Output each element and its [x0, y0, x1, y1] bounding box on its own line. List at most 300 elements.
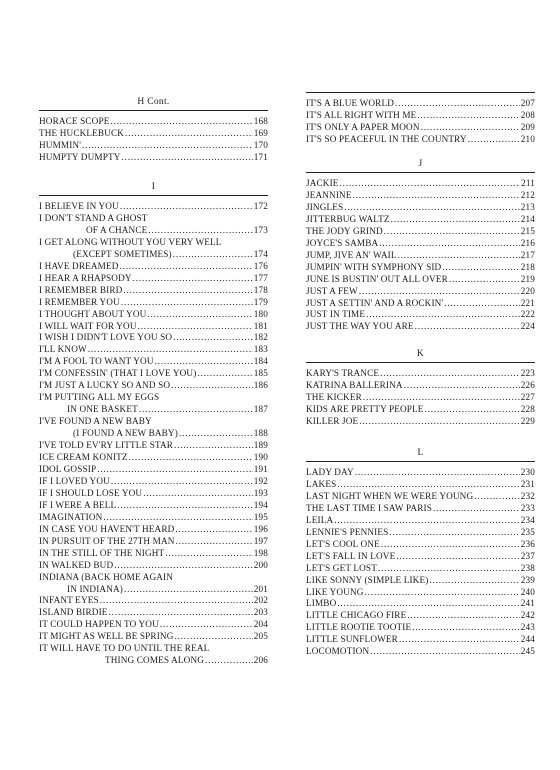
entry-title: I WILL WAIT FOR YOU — [39, 320, 137, 331]
entry-title: I GET ALONG WITHOUT YOU VERY WELL — [39, 236, 222, 247]
entry-title: JEANNINE — [306, 189, 352, 200]
dot-leader — [133, 273, 253, 285]
dot-leader — [147, 309, 252, 321]
entry-title: KARY'S TRANCE — [306, 368, 380, 378]
toc-entry — [39, 152, 268, 164]
entry-title: IT MIGHT AS WELL BE SPRING — [39, 631, 174, 642]
entry-title: JUST IN TIME — [306, 309, 366, 320]
toc-entry — [39, 213, 268, 225]
entry-title: I REMEMBER BIRD — [39, 284, 123, 295]
toc-entry — [306, 286, 535, 298]
page-number: 222 — [520, 309, 535, 320]
section-rule — [39, 110, 268, 111]
section-j — [306, 156, 535, 333]
toc-entry — [306, 214, 535, 226]
entry-title: ICE CREAM KONITZ — [39, 452, 128, 463]
toc-entry — [39, 643, 268, 655]
page-number: 218 — [520, 261, 535, 272]
dot-leader — [404, 380, 520, 392]
entry-title: HUMMIN' — [39, 139, 82, 150]
dot-leader — [421, 122, 520, 134]
page-number: 190 — [253, 452, 268, 463]
page-number: 202 — [253, 595, 268, 606]
toc-entry — [39, 536, 268, 548]
entry-title: JUNE IS BUSTIN' OUT ALL OVER — [306, 273, 448, 284]
dot-leader — [155, 356, 253, 368]
entry-title: IMAGINATION — [39, 511, 103, 522]
page-number: 179 — [253, 296, 268, 307]
entry-title: LAKES — [306, 478, 337, 489]
page-number: 236 — [520, 538, 535, 549]
toc-entry — [306, 380, 535, 392]
toc-entry — [306, 598, 535, 610]
page-number: 171 — [253, 151, 268, 162]
dot-leader — [381, 539, 520, 551]
entry-title: KILLER JOE — [306, 415, 359, 426]
entry-title: I'M CONFESSIN' (THAT I LOVE YOU) — [39, 368, 197, 379]
dot-leader — [173, 332, 253, 344]
entry-title: IT'S SO PEACEFUL IN THE COUNTRY — [306, 133, 467, 144]
entry-title: LET'S COOL ONE — [306, 538, 380, 549]
entry-title: IN THE STILL OF THE NIGHT — [39, 547, 165, 558]
toc-entry — [306, 404, 535, 416]
toc-entry — [39, 249, 268, 261]
page-number: 229 — [520, 415, 535, 426]
toc-entry — [306, 178, 535, 190]
toc-entry — [306, 298, 535, 310]
entry-title: LENNIE'S PENNIES — [306, 526, 389, 537]
entry-title: IT'S ONLY A PAPER MOON — [306, 121, 420, 132]
dot-leader — [114, 560, 253, 572]
page-number: 237 — [520, 550, 535, 561]
dot-leader — [378, 563, 520, 575]
entry-title: IDOL GOSSIP — [39, 463, 97, 474]
section-l — [306, 445, 535, 658]
toc-entry — [306, 503, 535, 515]
toc-entry — [39, 524, 268, 536]
entry-title: LITTLE SUNFLOWER — [306, 634, 398, 645]
toc-entry — [39, 368, 268, 380]
page-number: 180 — [253, 308, 268, 319]
dot-leader — [174, 440, 253, 452]
page-number: 206 — [253, 655, 268, 666]
entry-title: IF I LOVED YOU — [39, 475, 110, 486]
toc-entry — [306, 226, 535, 238]
toc-entry — [39, 595, 268, 607]
dot-leader — [395, 98, 520, 110]
entry-title: IT COULD HAPPEN TO YOU — [39, 619, 159, 630]
toc-entry — [39, 607, 268, 619]
toc-entry — [306, 551, 535, 563]
dot-leader — [417, 110, 519, 122]
page-number: 208 — [520, 109, 535, 120]
dot-leader — [139, 404, 253, 416]
toc-entry — [39, 237, 268, 249]
dot-leader — [407, 610, 519, 622]
entry-title: IT'S ALL RIGHT WITH ME — [306, 109, 417, 120]
page-number: 200 — [253, 559, 268, 570]
dot-leader — [97, 464, 253, 476]
section-heading: L — [417, 448, 424, 458]
toc-entry — [306, 238, 535, 250]
toc-entry — [306, 587, 535, 599]
page-number: 217 — [520, 249, 535, 260]
page-number: 184 — [253, 356, 268, 367]
entry-list — [39, 201, 268, 667]
entry-title: I REMEMBER YOU — [39, 296, 120, 307]
dot-leader — [363, 392, 520, 404]
entry-title: I'VE FOUND A NEW BABY — [39, 416, 152, 427]
entry-title: LET'S GET LOST — [306, 562, 377, 573]
dot-leader — [396, 551, 519, 563]
page-number: 191 — [253, 463, 268, 474]
toc-entry — [306, 250, 535, 262]
toc-entry — [306, 479, 535, 491]
entry-list — [39, 116, 268, 164]
page-number: 234 — [520, 514, 535, 525]
page-number: 189 — [253, 440, 268, 451]
entry-title: IN ONE BASKET — [67, 404, 138, 415]
dot-leader — [175, 524, 252, 536]
dot-leader — [355, 467, 520, 479]
page-number: 219 — [520, 273, 535, 284]
toc-entry — [306, 515, 535, 527]
toc-entry — [39, 548, 268, 560]
dot-leader — [117, 500, 253, 512]
dot-leader — [412, 622, 520, 634]
toc-entry — [306, 274, 535, 286]
section-heading: J — [418, 159, 423, 169]
dot-leader — [110, 116, 252, 128]
section-rule — [39, 195, 268, 196]
dot-leader — [337, 598, 519, 610]
dot-leader — [121, 297, 253, 309]
entry-title: I HAVE DREAMED — [39, 260, 119, 271]
toc-entry — [39, 344, 268, 356]
entry-title: LIKE YOUNG — [306, 586, 364, 597]
page-number: 181 — [253, 320, 268, 331]
entry-title: THE JODY GRIND — [306, 225, 383, 236]
dot-leader — [391, 214, 520, 226]
entry-title: THE HUCKLEBUCK — [39, 127, 125, 138]
dot-leader — [433, 503, 520, 515]
page-number: 177 — [253, 272, 268, 283]
entry-list — [306, 467, 535, 658]
dot-leader — [344, 202, 519, 214]
dot-leader — [197, 368, 252, 380]
dot-leader — [359, 286, 520, 298]
page-number: 224 — [520, 321, 535, 332]
dot-leader — [100, 595, 253, 607]
toc-entry — [306, 392, 535, 404]
page-number: 168 — [253, 116, 268, 126]
page-number: 245 — [520, 646, 535, 657]
dot-leader — [353, 190, 520, 202]
page-number: 241 — [520, 598, 535, 609]
entry-title: I BELIEVE IN YOU — [39, 201, 119, 211]
entry-title: I HEAR A RHAPSODY — [39, 272, 132, 283]
dot-leader — [425, 404, 520, 416]
entry-title: I'VE TOLD EV'RY LITTLE STAR — [39, 440, 174, 451]
entry-title: JOYCE'S SAMBA — [306, 237, 379, 248]
entry-title: I'M PUTTING ALL MY EGGS — [39, 392, 160, 403]
section-rule — [306, 172, 535, 173]
page-number: 212 — [520, 189, 535, 200]
entry-title: (EXCEPT SOMETIMES) — [73, 248, 172, 259]
entry-title: KIDS ARE PRETTY PEOPLE — [306, 403, 424, 414]
entry-title: I'M JUST A LUCKY SO AND SO — [39, 380, 171, 391]
dot-leader — [160, 619, 253, 631]
page-number: 205 — [253, 631, 268, 642]
page-number: 211 — [521, 178, 535, 188]
entry-title: JUST A SETTIN' AND A ROCKIN' — [306, 297, 444, 308]
page-number: 185 — [253, 368, 268, 379]
page-number: 178 — [253, 284, 268, 295]
entry-title: I'M A FOOL TO WANT YOU — [39, 356, 154, 367]
page-number: 193 — [253, 487, 268, 498]
page-number: 238 — [520, 562, 535, 573]
dot-leader — [143, 488, 253, 500]
toc-entry — [39, 380, 268, 392]
toc-entry — [306, 539, 535, 551]
dot-leader — [380, 368, 520, 380]
entry-title: LITTLE ROOTIE TOOTIE — [306, 622, 412, 633]
page-number: 233 — [520, 502, 535, 513]
page-number: 196 — [253, 523, 268, 534]
toc-entry — [39, 631, 268, 643]
entry-title: INDIANA (BACK HOME AGAIN — [39, 571, 174, 582]
toc-entry — [39, 476, 268, 488]
toc-entry — [306, 134, 535, 146]
page-number: 209 — [520, 121, 535, 132]
toc-entry — [306, 98, 535, 110]
dot-leader — [359, 416, 519, 428]
toc-entry — [306, 622, 535, 634]
toc-entry — [39, 309, 268, 321]
toc-entry — [39, 356, 268, 368]
toc-entry — [39, 140, 268, 152]
entry-title: KATRINA BALLERINA — [306, 379, 403, 390]
entry-title: IN WALKED BUD — [39, 559, 114, 570]
toc-entry — [39, 512, 268, 524]
toc-entry — [39, 201, 268, 213]
entry-title: LEILA — [306, 514, 334, 525]
toc-entry — [306, 527, 535, 539]
dot-leader — [449, 274, 520, 286]
toc-entry — [39, 619, 268, 631]
toc-entry — [306, 491, 535, 503]
page-number: 169 — [253, 127, 268, 138]
section-i — [39, 179, 268, 667]
toc-entry — [306, 416, 535, 428]
dot-leader — [120, 201, 253, 213]
entry-title: JACKIE — [306, 178, 339, 188]
page-number: 201 — [253, 583, 268, 594]
toc-entry — [39, 392, 268, 404]
dot-leader — [429, 575, 519, 587]
toc-entry — [39, 416, 268, 428]
entry-list — [306, 98, 535, 146]
entry-title: JITTERBUG WALTZ — [306, 213, 390, 224]
page-number: 172 — [253, 201, 268, 211]
dot-leader — [148, 225, 252, 237]
dot-leader — [123, 285, 252, 297]
page-number: 210 — [520, 133, 535, 144]
entry-title: IT'S A BLUE WORLD — [306, 98, 394, 108]
toc-entry — [306, 321, 535, 333]
entry-title: IT WILL HAVE TO DO UNTIL THE REAL — [39, 643, 210, 654]
dot-leader — [340, 178, 521, 190]
toc-entry — [39, 332, 268, 344]
dot-leader — [379, 238, 519, 250]
dot-leader — [165, 548, 252, 560]
page-number: 188 — [253, 428, 268, 439]
page-number: 228 — [520, 403, 535, 414]
page-number: 198 — [253, 547, 268, 558]
page-number: 230 — [520, 467, 535, 477]
page-number: 244 — [520, 634, 535, 645]
page-number: 174 — [253, 248, 268, 259]
toc-entry — [39, 655, 268, 667]
toc-entry — [39, 560, 268, 572]
dot-leader — [109, 607, 253, 619]
section-rule — [306, 461, 535, 462]
toc-entry — [39, 452, 268, 464]
toc-entry — [39, 261, 268, 273]
dot-leader — [384, 226, 520, 238]
toc-entry — [39, 428, 268, 440]
page-number: 239 — [520, 574, 535, 585]
entry-list — [306, 368, 535, 428]
entry-title: JUST A FEW — [306, 285, 358, 296]
entry-title: JUMP, JIVE AN' WAIL — [306, 249, 397, 260]
page-number: 226 — [520, 379, 535, 390]
dot-leader — [366, 309, 520, 321]
page-number: 232 — [520, 490, 535, 501]
dot-leader — [179, 428, 253, 440]
toc-entry — [306, 202, 535, 214]
toc-entry — [306, 646, 535, 658]
dot-leader — [125, 128, 253, 140]
entry-title: LADY DAY — [306, 467, 354, 477]
entry-title: I THOUGHT ABOUT YOU — [39, 308, 147, 319]
dot-leader — [337, 479, 519, 491]
entry-title: LIKE SONNY (SIMPLE LIKE) — [306, 574, 429, 585]
page-number: 243 — [520, 622, 535, 633]
dot-leader — [176, 536, 253, 548]
entry-title: IN INDIANA) — [67, 583, 123, 594]
entry-title: IN PURSUIT OF THE 27TH MAN — [39, 535, 175, 546]
page-number: 240 — [520, 586, 535, 597]
page-number: 215 — [520, 225, 535, 236]
section-rule — [306, 92, 535, 93]
toc-entry — [306, 309, 535, 321]
dot-leader — [468, 134, 520, 146]
entry-title: LOCOMOTION — [306, 646, 370, 657]
page-number: 183 — [253, 344, 268, 355]
dot-leader — [334, 515, 519, 527]
page-number: 220 — [520, 285, 535, 296]
page-number: 170 — [253, 139, 268, 150]
entry-title: ISLAND BIRDIE — [39, 607, 108, 618]
dot-leader — [88, 344, 253, 356]
toc-entry — [306, 368, 535, 380]
dot-leader — [415, 321, 520, 333]
page-number: 182 — [253, 332, 268, 343]
toc-entry — [39, 584, 268, 596]
toc-entry — [39, 572, 268, 584]
page-number: 223 — [520, 368, 535, 378]
toc-entry — [39, 488, 268, 500]
toc-entry — [39, 225, 268, 237]
toc-entry — [39, 464, 268, 476]
toc-entry — [39, 500, 268, 512]
section-h-cont — [39, 94, 268, 164]
section-heading: H Cont. — [137, 97, 170, 107]
dot-leader — [442, 262, 519, 274]
entry-title: OF A CHANCE — [86, 224, 148, 235]
page-number: 197 — [253, 535, 268, 546]
toc-entry — [39, 404, 268, 416]
page-number: 227 — [520, 391, 535, 402]
dot-leader — [103, 512, 252, 524]
toc-entry — [39, 116, 268, 128]
page-number: 186 — [253, 380, 268, 391]
entry-title: INFANT EYES — [39, 595, 99, 606]
page-number: 207 — [520, 98, 535, 108]
section-rule — [306, 362, 535, 363]
dot-leader — [120, 261, 253, 273]
page-number: 195 — [253, 511, 268, 522]
entry-title: LET'S FALL IN LOVE — [306, 550, 396, 561]
page-number: 242 — [520, 610, 535, 621]
toc-entry — [306, 610, 535, 622]
dot-leader — [205, 655, 253, 667]
entry-title: I WISH I DIDN'T LOVE YOU SO — [39, 332, 173, 343]
toc-entry — [39, 273, 268, 285]
entry-title: HUMPTY DUMPTY — [39, 151, 121, 162]
entry-title: (I FOUND A NEW BABY) — [73, 428, 178, 439]
dot-leader — [175, 631, 253, 643]
entry-title: IF I SHOULD LOSE YOU — [39, 487, 143, 498]
page-number: 176 — [253, 260, 268, 271]
section-i-cont — [306, 92, 535, 146]
toc-entry — [39, 321, 268, 333]
dot-leader — [111, 476, 253, 488]
toc-entry — [39, 128, 268, 140]
dot-leader — [444, 298, 520, 310]
entry-list — [306, 178, 535, 333]
entry-title: JUMPIN' WITH SYMPHONY SID — [306, 261, 442, 272]
entry-title: THE LAST TIME I SAW PARIS — [306, 502, 432, 513]
section-heading: K — [416, 349, 425, 359]
entry-title: LITTLE CHICAGO FIRE — [306, 610, 407, 621]
page-number: 214 — [520, 213, 535, 224]
entry-title: IN CASE YOU HAVEN'T HEARD — [39, 523, 175, 534]
page-number: 173 — [253, 224, 268, 235]
toc-entry — [39, 440, 268, 452]
dot-leader — [474, 491, 520, 503]
toc-entry — [306, 190, 535, 202]
entry-title: LIMBO — [306, 598, 337, 609]
entry-title: JINGLES — [306, 201, 344, 212]
toc-entry — [306, 634, 535, 646]
entry-title: JUST THE WAY YOU ARE — [306, 321, 414, 332]
entry-title: I DON'T STAND A GHOST — [39, 212, 148, 223]
page-number: 187 — [253, 404, 268, 415]
page-number: 231 — [520, 478, 535, 489]
dot-leader — [173, 249, 253, 261]
